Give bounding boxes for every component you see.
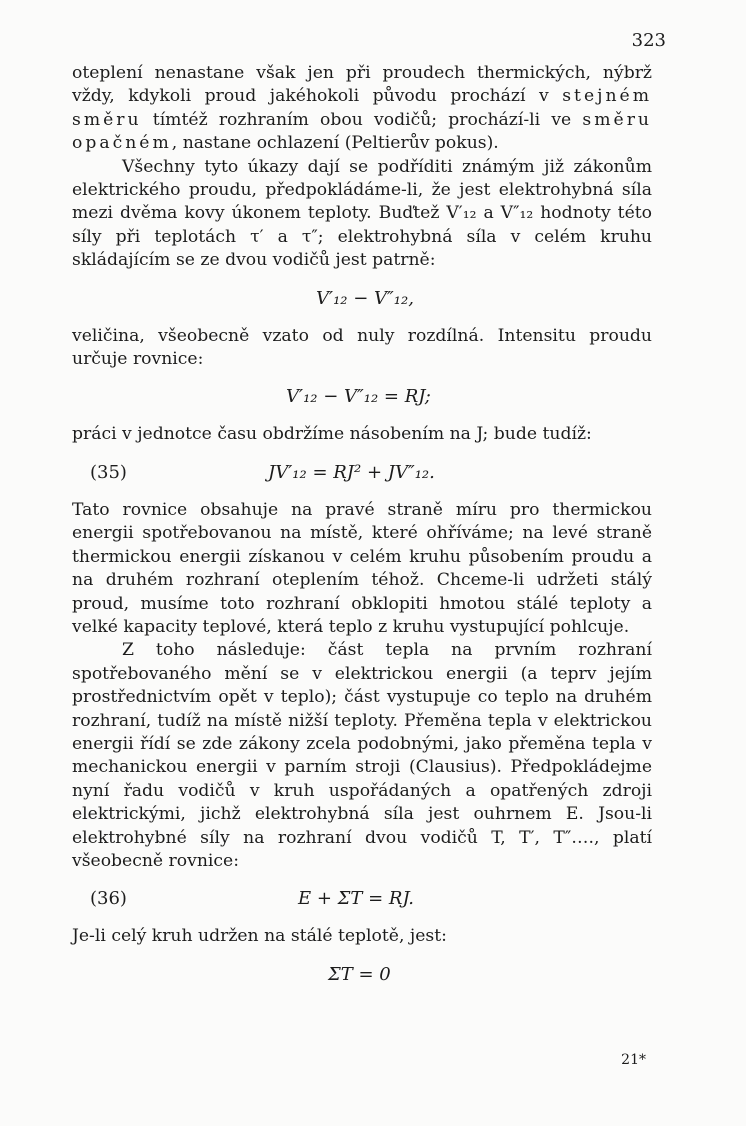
- equation-number: (35): [90, 461, 127, 483]
- equation-body: E + ΣT = RJ.: [298, 888, 415, 910]
- equation-a: [72, 287, 652, 311]
- text-run: oteplení nenastane však jen při proudech thermických, nýbrž vždy, kdykoli proud jakéhokoli původu prochází v: [72, 63, 652, 107]
- equation-number: (36): [90, 888, 127, 910]
- paragraph-2: Všechny tyto úkazy dají se podříditi známým již zákonům elektrického proudu, předpokládáme-li, že jest elektrohybná síla mezi dvěma kovy úkonem teploty. Buďtež V′₁₂ a V″₁₂ hodnoty této síly při teplotách τ′ a τ″; elektrohybná síla v celém kruhu skládajícím se ze dvou vodičů jest patrně:: [72, 156, 652, 271]
- equation-body: JV′₁₂ = RJ² + JV″₁₂.: [268, 461, 435, 483]
- equation-35: [72, 461, 652, 485]
- equation-body: V′₁₂ − V″₁₂ = RJ;: [286, 386, 431, 408]
- text-run: , nastane ochlazení (Peltierův pokus).: [171, 133, 499, 154]
- equation-b: [72, 385, 652, 409]
- paragraph-4: práci v jednotce času obdržíme násobením na J; bude tudíž:: [72, 424, 592, 445]
- equation-36: [72, 887, 652, 911]
- paragraph-3: veličina, všeobecně vzato od nuly rozdílná. Intensitu proudu určuje rovnice:: [72, 325, 652, 370]
- paragraph-6: Z toho následuje: část tepla na prvním rozhraní spotřebovaného mění se v elektrickou energii (a teprv jejím prostřednictvím opět v teplo); část vystupuje co teplo na druhém rozhraní, tudíž na místě nižší teploty. Přeměna tepla v elektrickou energii řídí se zde zákony zcela podobnými, jako přeměna tepla v mechanickou energii v parním stroji (Clausius). Předpokládejme nyní řadu vodičů v kruh uspořádaných a opatřených zdroji elektrickými, jichž elektrohybná síla jest ouhrnem E. Jsou-li elektrohybné síly na rozhraní dvou vodičů T, T′, T″…., platí všeobecně rovnice:: [72, 640, 652, 871]
- spaced-emphasis: směru opačném: [72, 109, 652, 154]
- signature-mark: 21*: [621, 1052, 646, 1068]
- page-number: 323: [631, 30, 666, 51]
- text-run: tímtéž rozhraním obou vodičů; prochází-li ve: [141, 109, 583, 130]
- paragraph-7: Je-li celý kruh udržen na stálé teplotě, jest:: [72, 926, 447, 947]
- equation-body: ΣT = 0: [328, 963, 391, 985]
- paragraph-5: Tato rovnice obsahuje na pravé straně míru pro thermickou energii spotřebovanou na místě, které ohříváme; na levé straně thermickou energii získanou v celém kruhu působením proudu a na druhém rozhraní oteplením téhož. Chceme-li udržeti stálý proud, musíme toto rozhraní obklopiti hmotou stálé teploty a velké kapacity teplové, která teplo z kruhu vystupující pohlcuje.: [72, 499, 652, 637]
- equation-c: [72, 963, 652, 987]
- paragraph-1: [72, 62, 652, 156]
- page-body: [72, 62, 652, 1001]
- spaced-emphasis: stejném směru: [72, 86, 652, 130]
- equation-body: V′₁₂ − V″₁₂,: [316, 287, 414, 309]
